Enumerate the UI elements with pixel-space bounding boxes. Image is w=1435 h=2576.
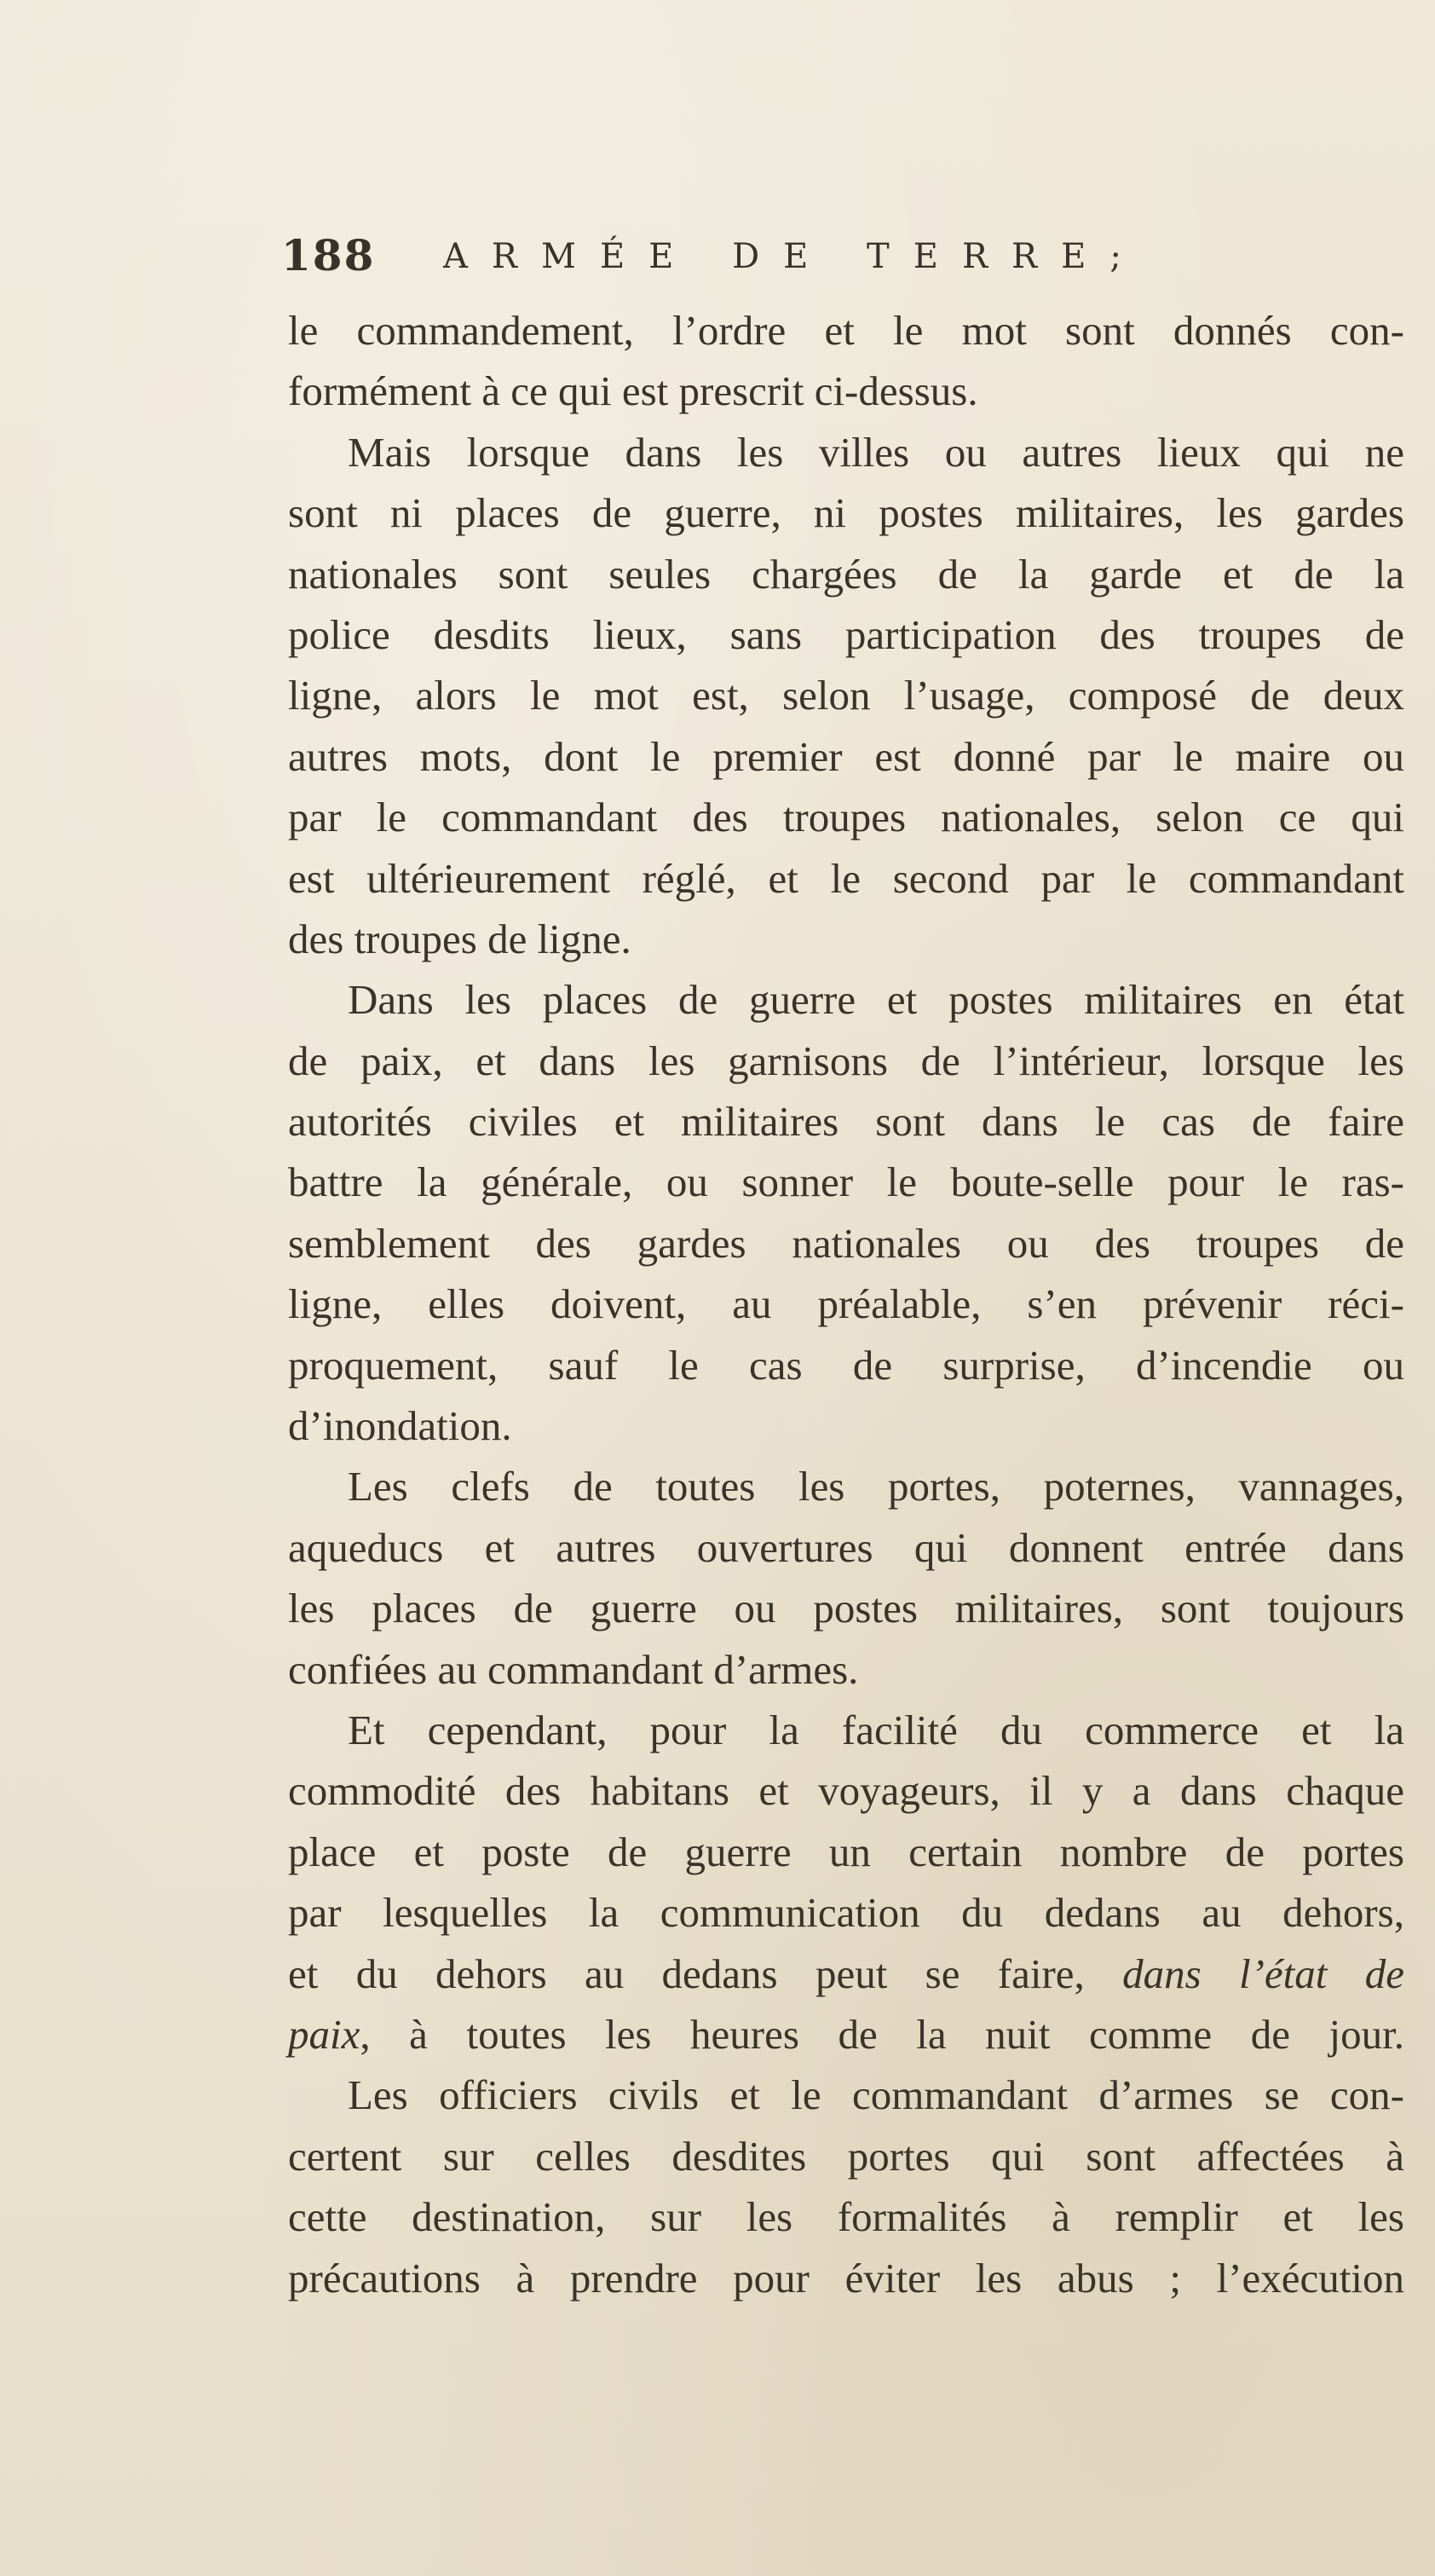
text-line [288, 1944, 1404, 2004]
line-text: proquement, sauf le cas de surprise, d’incendie ou [288, 1341, 1404, 1389]
line-text: Les clefs de toutes les portes, poternes, vannages, [348, 1463, 1404, 1510]
line-text: formément à ce qui est prescrit ci-dessus. [288, 367, 978, 415]
line-text: semblement des gardes nationales ou des troupes de [288, 1219, 1404, 1267]
text-line [288, 787, 1404, 847]
text-line [288, 1091, 1404, 1152]
line-text: sont ni places de guerre, ni postes militaires, les gardes [288, 489, 1404, 537]
line-text: autres mots, dont le premier est donné par le maire ou [288, 732, 1404, 780]
line-text: commodité des habitans et voyageurs, il y a dans chaque [288, 1767, 1404, 1815]
line-text: autorités civiles et militaires sont dans le cas de faire [288, 1098, 1404, 1146]
line-text: , à toutes les heures de la nuit comme de jour. [360, 2010, 1404, 2058]
text-line [288, 1152, 1404, 1212]
text-line [288, 1822, 1404, 1882]
text-line [288, 1031, 1404, 1091]
line-text: le commandement, l’ordre et le mot sont donnés con- [288, 307, 1404, 354]
line-text: des troupes de ligne. [288, 915, 631, 962]
text-line [288, 2248, 1404, 2308]
line-text: par le commandant des troupes nationales, selon ce qui [288, 794, 1404, 841]
text-line [288, 1578, 1404, 1638]
text-line [288, 1274, 1404, 1334]
line-text: ligne, alors le mot est, selon l’usage, composé de deux [288, 672, 1404, 719]
text-line [288, 909, 1404, 969]
text-line [288, 969, 1404, 1030]
text-line [288, 544, 1404, 604]
line-text: et du dehors au dedans peut se faire, [288, 1949, 1085, 1997]
line-text: par lesquelles la communication du dedans au dehors, [288, 1889, 1404, 1937]
text-line [288, 422, 1404, 482]
text-line [288, 1760, 1404, 1821]
line-text: cette destination, sur les formalités à remplir et les [288, 2193, 1404, 2241]
text-line [288, 726, 1404, 787]
line-text: Les officiers civils et le commandant d’armes se con- [348, 2071, 1404, 2119]
line-text: nationales sont seules chargées de la garde et de la [288, 550, 1404, 598]
italic-phrase: paix [288, 2010, 360, 2058]
text-line [288, 1639, 1404, 1700]
text-line [288, 300, 1404, 361]
text-line [288, 1517, 1404, 1578]
text-line [288, 361, 1404, 421]
line-text: d’inondation. [288, 1402, 512, 1450]
text-line [288, 1213, 1404, 1274]
text-line [288, 2065, 1404, 2125]
line-text: certent sur celles desdites portes qui sont affectées à [288, 2132, 1404, 2180]
page-number: 188 [281, 230, 376, 280]
text-line [288, 2004, 1404, 2065]
line-text: ligne, elles doivent, au préalable, s’en prévenir réci- [288, 1280, 1404, 1328]
line-text: précautions à prendre pour éviter les abus ; l’exécution [288, 2254, 1404, 2302]
line-text: battre la générale, ou sonner le boute-selle pour le ras- [288, 1158, 1404, 1206]
line-text: Et cependant, pour la facilité du commerce et la [348, 1706, 1404, 1753]
line-text: Mais lorsque dans les villes ou autres lieux qui ne [348, 428, 1404, 476]
text-line [288, 1700, 1404, 1760]
text-line [288, 1882, 1404, 1943]
line-text: Dans les places de guerre et postes militaires en état [348, 976, 1404, 1024]
line-text: police desdits lieux, sans participation des troupes de [288, 610, 1404, 658]
text-line [288, 482, 1404, 543]
text-line [288, 1456, 1404, 1516]
page-header [281, 230, 1253, 290]
text-line [288, 1335, 1404, 1395]
line-text: confiées au commandant d’armes. [288, 1645, 859, 1693]
line-text: de paix, et dans les garnisons de l’intérieur, lorsque les [288, 1037, 1404, 1084]
text-line [288, 604, 1404, 665]
line-text: les places de guerre ou postes militaires, sont toujours [288, 1585, 1404, 1632]
line-text: aqueducs et autres ouvertures qui donnent entrée dans [288, 1523, 1404, 1571]
italic-phrase: dans l’état de [1122, 1949, 1404, 1997]
text-line [288, 848, 1404, 909]
body-text [288, 300, 1404, 2308]
text-line [288, 2186, 1404, 2247]
text-line [288, 2126, 1404, 2186]
running-title: ARMÉE DE TERRE; [443, 237, 1145, 276]
line-text: est ultérieurement réglé, et le second par le commandant [288, 854, 1404, 902]
text-line [288, 665, 1404, 725]
line-text: place et poste de guerre un certain nombre de portes [288, 1828, 1404, 1875]
text-line [288, 1395, 1404, 1456]
